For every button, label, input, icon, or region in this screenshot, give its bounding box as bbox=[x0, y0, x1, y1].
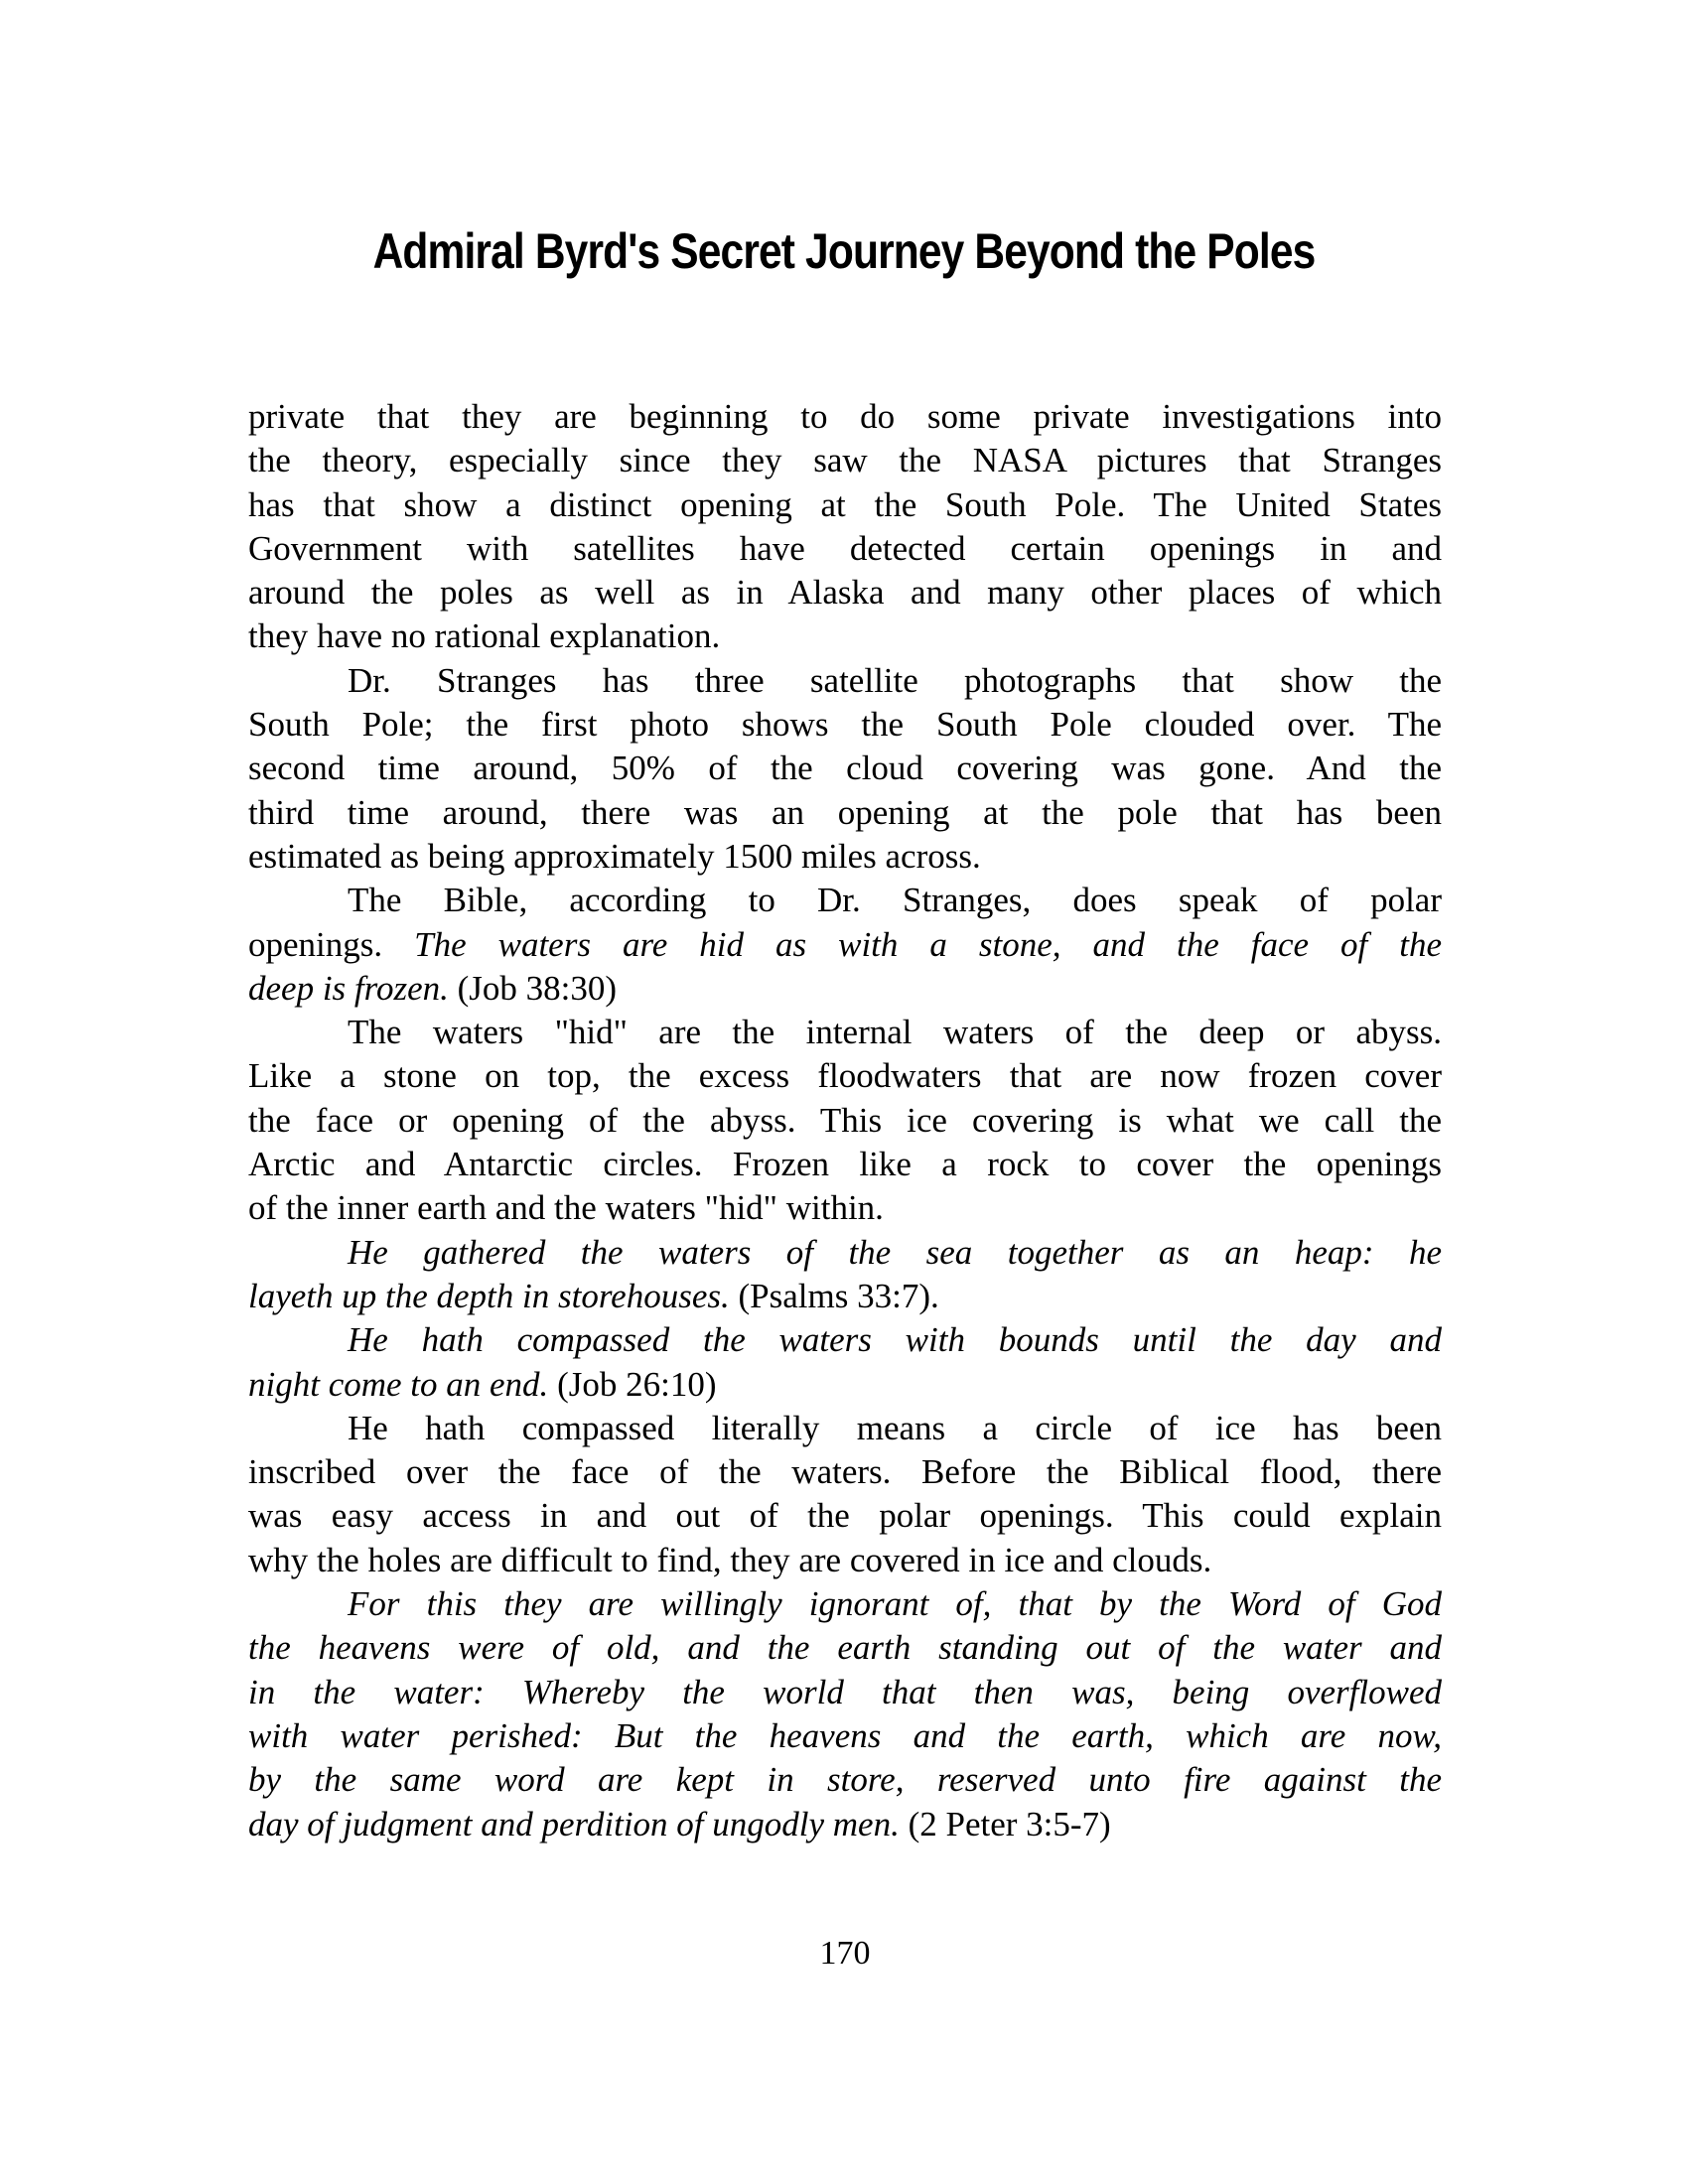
text-segment: South Pole; the first photo shows the South Pole clouded over. The bbox=[248, 705, 1442, 745]
text-segment: of the inner earth and the waters "hid" within. bbox=[248, 1188, 884, 1228]
text-line bbox=[248, 1099, 1442, 1143]
text-line bbox=[248, 659, 1442, 703]
paragraph bbox=[248, 1407, 1442, 1582]
text-line bbox=[248, 923, 1442, 967]
text-line bbox=[248, 1318, 1442, 1362]
text-segment: estimated as being approximately 1500 miles across. bbox=[248, 836, 981, 876]
text-line bbox=[248, 791, 1442, 835]
paragraph bbox=[248, 395, 1442, 659]
text-line bbox=[248, 1407, 1442, 1450]
text-segment: night come to an end. bbox=[248, 1364, 549, 1404]
text-segment: The waters "hid" are the internal waters of the deep or abyss. bbox=[348, 1013, 1442, 1052]
paragraph bbox=[248, 1318, 1442, 1407]
text-line bbox=[248, 395, 1442, 439]
paragraph bbox=[248, 879, 1442, 1011]
text-line bbox=[248, 1363, 1442, 1407]
text-segment: Like a stone on top, the excess floodwaters that are now frozen cover bbox=[248, 1056, 1442, 1096]
text-segment: in the water: Whereby the world that then was, being overflowed bbox=[248, 1672, 1442, 1711]
page-title: Admiral Byrd's Secret Journey Beyond the Poles bbox=[372, 223, 1316, 279]
paragraph bbox=[248, 1582, 1442, 1846]
paragraph bbox=[248, 1011, 1442, 1230]
text-line bbox=[248, 703, 1442, 747]
text-line bbox=[248, 614, 1442, 658]
text-segment: with water perished: But the heavens and the earth, which are now, bbox=[248, 1715, 1442, 1755]
text-line bbox=[248, 1054, 1442, 1098]
text-segment: inscribed over the face of the waters. Before the Biblical flood, there bbox=[248, 1452, 1442, 1492]
text-segment: Government with satellites have detected certain openings in and bbox=[248, 528, 1442, 568]
text-segment: (Job 26:10) bbox=[548, 1364, 717, 1404]
paragraph bbox=[248, 1231, 1442, 1319]
text-line bbox=[248, 835, 1442, 879]
text-line bbox=[248, 527, 1442, 571]
text-segment: (2 Peter 3:5-7) bbox=[899, 1804, 1111, 1843]
text-segment: He gathered the waters of the sea together as an heap: he bbox=[348, 1232, 1442, 1272]
text-segment: He hath compassed literally means a circle of ice has been bbox=[348, 1408, 1442, 1447]
text-segment: deep is frozen. bbox=[248, 968, 449, 1008]
text-segment: was easy access in and out of the polar openings. This could explain bbox=[248, 1496, 1442, 1536]
text-segment: second time around, 50% of the cloud covering was gone. And the bbox=[248, 749, 1442, 788]
text-segment: day of judgment and perdition of ungodly men. bbox=[248, 1804, 900, 1843]
text-line bbox=[248, 1714, 1442, 1758]
text-segment: third time around, there was an opening at the pole that has been bbox=[248, 792, 1442, 832]
text-segment: For this they are willingly ignorant of, that by the Word of God bbox=[348, 1584, 1442, 1624]
text-line bbox=[248, 879, 1442, 922]
text-line bbox=[248, 1186, 1442, 1230]
text-line bbox=[248, 1582, 1442, 1626]
text-segment: layeth up the depth in storehouses. bbox=[248, 1276, 730, 1315]
text-line bbox=[248, 1758, 1442, 1802]
text-line bbox=[248, 1143, 1442, 1186]
text-line bbox=[248, 1231, 1442, 1275]
text-line bbox=[248, 1539, 1442, 1582]
text-segment: why the holes are difficult to find, they are covered in ice and clouds. bbox=[248, 1540, 1212, 1579]
text-line bbox=[248, 1275, 1442, 1318]
text-segment: openings. bbox=[248, 924, 415, 964]
text-line bbox=[248, 1803, 1442, 1846]
text-line bbox=[248, 483, 1442, 527]
text-line bbox=[248, 571, 1442, 614]
text-segment: the theory, especially since they saw the NASA pictures that Stranges bbox=[248, 441, 1442, 480]
text-line bbox=[248, 1011, 1442, 1054]
text-segment: The waters are hid as with a stone, and the face of the bbox=[414, 924, 1442, 964]
text-segment: Dr. Stranges has three satellite photographs that show the bbox=[348, 660, 1442, 700]
text-segment: by the same word are kept in store, reserved unto fire against the bbox=[248, 1760, 1442, 1800]
text-line bbox=[248, 439, 1442, 482]
text-line bbox=[248, 1626, 1442, 1670]
text-segment: (Psalms 33:7). bbox=[729, 1276, 939, 1315]
body-text bbox=[248, 395, 1442, 1846]
text-line bbox=[248, 1450, 1442, 1494]
text-segment: has that show a distinct opening at the South Pole. The United States bbox=[248, 484, 1442, 524]
text-segment: private that they are beginning to do some private investigations into bbox=[248, 397, 1442, 436]
text-segment: the heavens were of old, and the earth standing out of the water and bbox=[248, 1628, 1442, 1668]
paragraph bbox=[248, 659, 1442, 879]
text-segment: The Bible, according to Dr. Stranges, does speak of polar bbox=[348, 881, 1442, 920]
text-segment: the face or opening of the abyss. This ice covering is what we call the bbox=[248, 1100, 1442, 1140]
text-line bbox=[248, 1494, 1442, 1538]
text-segment: they have no rational explanation. bbox=[248, 616, 721, 656]
text-segment: He hath compassed the waters with bounds until the day and bbox=[348, 1320, 1442, 1360]
page-number: 170 bbox=[819, 1935, 871, 1972]
text-line bbox=[248, 1671, 1442, 1714]
text-segment: around the poles as well as in Alaska and many other places of which bbox=[248, 573, 1442, 613]
text-line bbox=[248, 967, 1442, 1011]
text-segment: Arctic and Antarctic circles. Frozen like a rock to cover the openings bbox=[248, 1145, 1442, 1184]
text-segment: (Job 38:30) bbox=[448, 968, 618, 1008]
text-line bbox=[248, 747, 1442, 790]
